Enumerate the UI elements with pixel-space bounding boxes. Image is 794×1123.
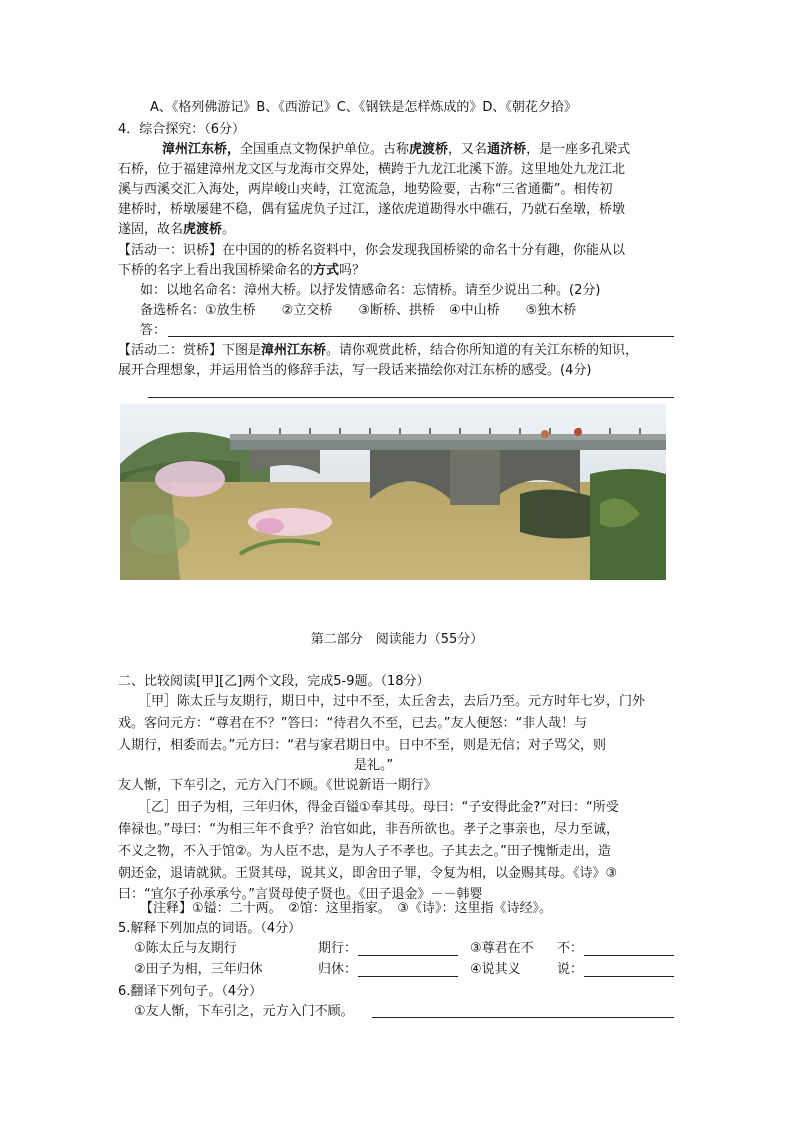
q5-blank4[interactable]: [584, 976, 674, 977]
sec2-title: 二、比较阅读[甲][乙]两个文段，完成5-9题。（18分）: [118, 674, 430, 689]
q5-item3: ③尊君在不: [470, 941, 534, 956]
activity2-blank-line[interactable]: [148, 397, 674, 398]
yi-line2: 俸禄也。”母曰：“为相三年不食乎？治官如此，非吾所欲也。孝子之事亲也，尽力至诚，: [118, 822, 619, 837]
q4-title: 4．综合探究：（6分）: [118, 122, 246, 137]
intro-text: 全国重点文物保护单位。古称: [240, 142, 410, 157]
answer-blank-line[interactable]: [168, 336, 674, 337]
q5-title: 5.解释下列加点的词语。（4分）: [118, 921, 302, 936]
activity1-line1: 【活动一：识桥】在中国的的桥名资料中，你会发现我国桥梁的命名十分有趣，你能从以: [118, 243, 626, 258]
activity1-line2: [118, 261, 365, 280]
q4-intro-line2: 石桥，位于福建漳州龙文区与龙海市交界处，横跨于九龙江北溪下游。这里地处九龙江北: [118, 162, 626, 177]
q5-blank3[interactable]: [584, 955, 674, 956]
q6-title: 6.翻译下列句子。（4分）: [118, 984, 263, 999]
bold-tiger-bridge: 虎渡桥: [183, 222, 223, 237]
jia-line4: 是礼。”: [354, 758, 394, 773]
q5-blank2[interactable]: [358, 976, 458, 977]
activity2-text: 。请你观赏此桥，结合你所知道的有关江东桥的知识，: [326, 343, 639, 358]
activity1-text: 吗？: [339, 263, 366, 278]
q4-intro-line5: [118, 220, 235, 239]
q5-item4: ④说其义: [470, 962, 521, 977]
activity1-example: 如：以地名命名：漳州大桥。以抒发情感命名：忘情桥。请至少说出二种。(2分): [140, 283, 601, 298]
jia-line5: 友人惭，下车引之，元方入门不顾。《世说新语一期行》: [118, 778, 437, 793]
yi-line4: 朝还金，退请就狱。王贤其母，说其义，即舍田子罪，令复为相，以金赐其母。《诗》③: [118, 866, 618, 881]
option-4: ④中山桥: [448, 303, 500, 318]
q5-key1: 期行：: [318, 941, 358, 956]
bold-method: 方式: [313, 263, 340, 278]
option-1: ①放生桥: [205, 303, 256, 318]
q4-intro-line3: 溪与西溪交汇入海处，两岸峻山夹峙，江宽流急，地势险要，古称“三省通衢”。相传初: [118, 182, 613, 197]
q5-blank1[interactable]: [358, 955, 458, 956]
activity1-text: 下桥的名字上看出我国桥梁命名的: [118, 263, 314, 278]
yi-line5: 曰：“宜尔子孙承承兮。”言贤母使子贤也。《田子退金》－－韩婴: [118, 887, 483, 902]
activity1-options: [140, 301, 576, 320]
bridge-illustration: [120, 404, 666, 580]
q5-item2: ②田子为相，三年归休: [134, 962, 263, 977]
q3-options: A、《格列佛游记》B、《西游记》C、《钢铁是怎样炼成的》D、《朝花夕拾》: [150, 100, 577, 115]
q5-key3: 不：: [557, 941, 584, 956]
answer-label: 答：: [140, 323, 167, 338]
intro-text: ，又名: [448, 142, 488, 157]
q4-intro-line4: 建桥时，桥墩屡建不稳，偶有猛虎负子过江，遂依虎道勘得水中礁石，乃就石垒墩，桥墩: [118, 202, 626, 217]
yi-line3: 不义之物，不入于馆②。为人臣不忠，是为人子不孝也。子其去之。”田子愧惭走出，造: [118, 844, 611, 859]
q5-item1: ①陈太丘与友期行: [134, 941, 237, 956]
q5-key2: 归休：: [318, 962, 358, 977]
bold-ancient-name: 虎渡桥: [409, 142, 449, 157]
activity2-text: 【活动二：赏桥】下图是: [118, 343, 262, 358]
q4-intro-line1: [162, 140, 630, 159]
bold-bridge-name: 漳州江东桥，: [162, 142, 241, 157]
jia-line3: 人期行，相委而去。”元方曰：“君与家君期日中。日中不至，则是无信；对子骂父，则: [118, 738, 606, 753]
q5-key4: 说：: [557, 962, 584, 977]
bold-bridge-name-2: 漳州江东桥: [261, 343, 327, 358]
activity2-line2: 展开合理想象，并运用恰当的修辞手法，写一段话来描绘你对江东桥的感受。(4分): [118, 363, 592, 378]
intro-text: 。: [222, 222, 236, 237]
bold-alt-name: 通济桥: [487, 142, 527, 157]
activity2-line1: [118, 341, 638, 360]
q6-item1: ①友人惭，下车引之，元方入门不顾。: [134, 1004, 354, 1019]
option-3: ③断桥、拱桥: [358, 303, 435, 318]
option-5: ⑤独木桥: [525, 303, 577, 318]
notes: 【注释】①镒：二十两。 ②馆：这里指家。 ③《诗》：这里指《诗经》。: [140, 901, 552, 916]
options-label: 备选桥名：: [140, 303, 206, 318]
bridge-photo: [120, 404, 666, 580]
yi-line1: ［乙］田子为相，三年归休，得金百镒①奉其母。母曰：“子安得此金?”对曰：“所受: [138, 800, 619, 815]
intro-text: ，是一座多孔梁式: [526, 142, 631, 157]
jia-line1: ［甲］陈太丘与友期行，期日中，过中不至，太丘舍去，去后乃至。元方时年七岁，门外: [138, 694, 646, 709]
part2-heading: 第二部分 阅读能力（55分）: [310, 632, 484, 647]
q6-blank1[interactable]: [372, 1017, 674, 1018]
jia-line2: 戏。客问元方：“尊君在不？”答曰：“待君久不至，已去。”友人便怒：“非人哉！与: [118, 716, 588, 731]
intro-text: 遂固，故名: [118, 222, 184, 237]
option-2: ②立交桥: [281, 303, 333, 318]
